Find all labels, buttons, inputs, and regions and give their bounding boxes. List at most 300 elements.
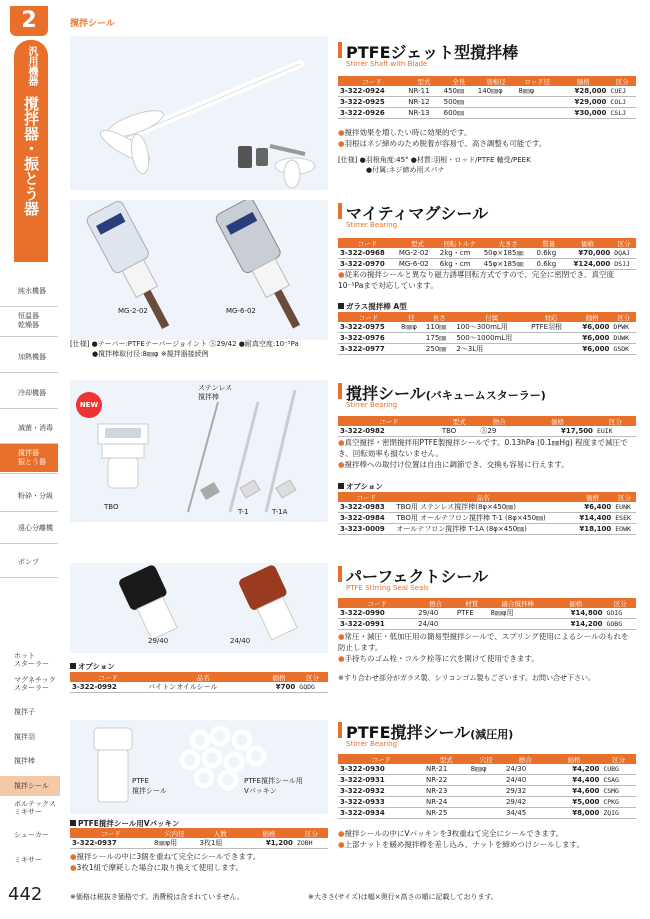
table-cell: 3-322-0990 [338,608,416,619]
table-cell: ¥18,100 [572,524,614,535]
table-cell: ¥1,200 [243,838,295,849]
bullet-item: ●真空撹拌・密閉撹拌用PTFE製撹拌シールです。0.13hPa (0.1㎜Hg) 程度まで減圧でき、回転効率も損ないません。 [338,438,628,458]
photo-label: T-1A [272,508,288,516]
table-header-cell: 価格 [547,754,602,764]
table-cell: 3-322-0970 [338,259,397,270]
product-title: PTFE撹拌シール(減圧用) [346,723,514,742]
table-header-cell: コード [338,76,406,86]
table-cell: 29/40 [416,608,455,619]
table-cell [469,797,504,808]
table-header-cell: 価格 [563,238,612,248]
option-table [70,828,328,849]
table-header-cell: 羽根径 [476,76,517,86]
new-badge: NEW [76,392,102,418]
sidebar-divider [0,336,58,337]
bullet-list [338,437,636,470]
table-header-row [70,672,328,682]
sub-heading: オプション [70,661,115,672]
table-cell: NR-21 [424,764,469,775]
sidebar-item[interactable]: 滅菌・消毒 [18,423,53,432]
table-cell: オールテフロン撹拌棒 T-1A (8φ×450㎜) [394,524,571,535]
table-cell: ¥6,000 [573,333,612,344]
table-row [338,426,636,437]
table-cell [469,808,504,819]
bullet-list [338,127,636,149]
table-row [338,248,636,259]
table-cell: NR-11 [406,86,441,97]
table-cell: 3-322-0991 [338,619,416,630]
table-cell: DUWK [611,333,636,344]
title-accent-bar [338,722,342,738]
table-cell: 29/32 [504,786,547,797]
table-header-cell: 質量 [535,238,564,248]
table-header-cell: コード [338,312,399,322]
table-header-cell: 区分 [608,76,636,86]
table-header-cell: 適合撹拌棒 [488,598,546,608]
table-cell: 3-323-0009 [338,524,394,535]
table-cell: 45φ×185㎜ [482,259,535,270]
table-row [338,764,636,775]
table-header-cell: 品名 [146,672,260,682]
table-cell: 3枚1組 [198,838,243,849]
table-header-cell: コード [338,238,397,248]
table-cell: NR-25 [424,808,469,819]
table-cell: MG-2-02 [397,248,438,259]
table-cell [399,344,424,355]
table-cell: CSLJ [608,108,636,119]
table-cell: 600㎜ [442,108,476,119]
table-header-cell: 擦合 [504,754,547,764]
product-photo-jet-shaft [70,36,328,190]
table-cell: PTFE羽根 [529,322,573,333]
table-header-cell: コード [338,492,394,502]
table-header-cell: 穴径 [469,754,504,764]
spec-table [338,598,636,630]
sidebar-subitem[interactable]: シェーカー [14,831,49,839]
sidebar-subitem[interactable]: ミキサー [14,856,42,864]
table-cell: DSJJ [612,259,636,270]
section-header: 撹拌シール [70,19,115,29]
table-cell: 500㎜ [442,97,476,108]
table-cell: ¥28,000 [558,86,608,97]
bullet-list [338,631,636,664]
title-accent-bar [338,566,342,582]
table-header-cell: 型式 [440,416,479,426]
table-cell: 3-322-0933 [338,797,424,808]
photo-label: MG-2-02 [118,307,148,315]
table-cell: DPWK [611,322,636,333]
table-cell: 3-322-0975 [338,322,399,333]
table-cell: 3-322-0926 [338,108,406,119]
magnetic-seal-illustration [70,200,328,340]
table-cell: 24/40 [504,775,547,786]
table-cell: ¥6,000 [573,322,612,333]
spec-table [338,238,636,270]
table-row [338,344,636,355]
product-photo-perfect-seal [70,563,328,653]
bullet-list [338,269,636,291]
table-cell: 3-322-0982 [338,426,440,437]
table-header-cell: 全長 [442,76,476,86]
photo-label: T-1 [238,508,249,516]
bullet-item: ●撹拌シールの中にVパッキンを3枚重ねて完全にシールできます。 [338,829,564,838]
footer-note: ※価格は税抜き価格です。消費税は含まれていません。 [70,893,244,901]
table-cell: ¥6,000 [573,344,612,355]
spec-line: ●撹拌棒取付径:8㎜φ ※撹拌器接続例 [92,350,209,358]
table-cell: 3-322-0984 [338,513,394,524]
table-header-cell: 価格 [261,672,298,682]
table-cell [399,333,424,344]
product-subtitle: Stirrer Bearing [346,740,398,748]
table-cell: ¥124,000 [563,259,612,270]
table-cell [529,333,573,344]
sidebar-divider [0,372,58,373]
table-header-cell: 価格 [520,416,595,426]
table-cell: 140㎜φ [476,86,517,97]
sidebar-subitem[interactable]: 撹拌シール [0,776,60,796]
table-header-cell: 対応 [529,312,573,322]
table-cell: パイトンオイルシール [146,682,260,693]
table-header-cell: 区分 [612,238,636,248]
bullet-item: ●上部ナットを緩め撹拌棒を差し込み、ナットを締めつけシールします。 [338,840,584,849]
table-cell: ZQIG [601,808,636,819]
sidebar-subitem[interactable]: 撹拌子 [14,708,35,716]
table-header-cell: コード [338,598,416,608]
table-cell: 6kg・cm [438,259,482,270]
chapter-tab [14,40,48,262]
table-header-row [338,76,636,86]
table-row [70,682,328,693]
table-cell: 3-322-0983 [338,502,394,513]
sub-spec-table [338,492,636,535]
table-cell: 8㎜φ用 [152,838,198,849]
product-title: 撹拌シール(バキュームスターラー) [346,384,546,403]
table-cell: TBO用 ステンレス撹拌棒(8φ×450㎜) [394,502,571,513]
table-cell: NR-24 [424,797,469,808]
table-header-cell: 価格 [573,312,612,322]
table-header-cell: 回転トルク [438,238,482,248]
table-cell: ¥700 [261,682,298,693]
sidebar-subitem[interactable]: 撹拌羽 [14,733,35,741]
product-photo-ptfe-seal [70,720,328,814]
table-cell: 3-322-0937 [70,838,152,849]
table-header-cell: 大きさ [482,238,535,248]
product-subtitle: Stirrer Bearing [346,221,398,229]
sub-heading: ガラス撹拌棒 A型 [338,301,407,312]
table-cell [455,619,489,630]
table-cell: 175㎜ [424,333,454,344]
table-row [338,797,636,808]
table-row [338,502,636,513]
table-cell: 8㎜φ [399,322,424,333]
table-header-cell: 穴内径 [152,828,198,838]
table-header-cell: 型式 [397,238,438,248]
title-accent-bar [338,383,342,399]
page-number: 442 [8,884,43,905]
bullet-item: ●撹拌効果を増したい時に効果的です。 [338,128,472,137]
table-cell: CPKG [601,797,636,808]
table-cell: ¥4,200 [547,764,602,775]
table-cell: CUEJ [608,86,636,97]
table-cell [516,97,558,108]
photo-label: 24/40 [230,637,251,645]
table-header-cell: 価格 [547,598,605,608]
perfect-seal-illustration [70,563,328,653]
table-cell: 3-322-0930 [338,764,424,775]
table-header-cell: 区分 [595,416,636,426]
sidebar-item[interactable]: 粉砕・分級 [18,491,53,500]
table-cell: GOBG [604,619,636,630]
title-accent-bar [338,203,342,219]
spec-line: [仕様] ●テーパー:PTFEテーパージョイント Ⓢ29/42 ●耐真空度:10⁻⁵Pa [70,340,299,348]
table-cell: GQDG [297,682,328,693]
table-cell: EOWK [613,524,636,535]
table-cell: 3-322-0924 [338,86,406,97]
table-row [338,108,636,119]
table-cell: 110㎜ [424,322,454,333]
title-accent-bar [338,42,342,58]
table-row [338,86,636,97]
table-row [338,97,636,108]
table-header-cell: 区分 [295,828,328,838]
product-title: マイティマグシール [346,204,489,223]
table-cell: CSMG [601,786,636,797]
ptfe-seal-illustration [70,720,328,814]
product-photo-mighty-mag [70,200,328,340]
table-cell: 450㎜ [442,86,476,97]
table-header-row [338,754,636,764]
photo-label: PTFE 撹拌シール [132,777,167,795]
sidebar-divider [0,543,58,544]
sidebar-divider [0,577,58,578]
table-cell [529,344,573,355]
table-cell: 3-322-0931 [338,775,424,786]
sidebar-item[interactable]: 加熱機器 [18,352,46,361]
table-cell: 50φ×185㎜ [482,248,535,259]
table-header-cell: 擦合 [478,416,520,426]
chapter-big-label: 撹拌器・振とう器 [22,96,40,216]
table-header-cell: コード [70,672,146,682]
table-cell [516,108,558,119]
table-header-row [338,416,636,426]
table-cell: 24/30 [504,764,547,775]
table-cell: 29/42 [504,797,547,808]
table-cell: ¥14,800 [547,608,605,619]
table-header-cell: 型式 [406,76,441,86]
bullet-list [70,851,328,873]
sidebar-subitem[interactable]: ホット スターラー [14,652,49,668]
table-header-cell: 長さ [424,312,454,322]
table-cell: ¥70,000 [563,248,612,259]
table-cell: CSAG [601,775,636,786]
table-header-row [70,828,328,838]
table-cell: 3-322-0932 [338,786,424,797]
sidebar-subitem[interactable]: マグネチック スターラー [14,676,56,692]
table-cell: NR-12 [406,97,441,108]
table-cell: 100～300mL用 [454,322,529,333]
table-row [70,838,328,849]
bullet-list [338,828,636,850]
sidebar-item[interactable]: ポンプ [18,557,39,566]
table-cell: ¥30,000 [558,108,608,119]
table-header-cell: 付属 [454,312,529,322]
table-header-cell: 区分 [611,312,636,322]
product-title: パーフェクトシール [346,567,489,586]
table-header-cell: 区分 [601,754,636,764]
spec-line: ●付属:ネジ締め用スパナ [366,166,445,174]
sidebar-item[interactable]: 遠心分離機 [18,523,53,532]
table-header-cell: コード [70,828,152,838]
table-header-cell: コード [338,416,440,426]
table-header-cell: 型式 [424,754,469,764]
table-header-row [338,238,636,248]
spec-table [338,416,636,437]
table-cell: ESEK [613,513,636,524]
table-header-cell: コード [338,754,424,764]
table-header-row [338,312,636,322]
stirrer-blade-illustration [70,36,328,190]
table-row [338,608,636,619]
photo-label: MG-6-02 [226,307,256,315]
table-cell: 8㎜φ [469,764,504,775]
table-cell: TBO用 オールテフロン撹拌棒 T-1 (8φ×450㎜) [394,513,571,524]
table-cell: 3-322-0992 [70,682,146,693]
sidebar-divider [0,511,58,512]
table-header-cell: 価格 [558,76,608,86]
bullet-item: ●撹拌棒への取付け位置は自由に調節でき、交換も容易に行えます。 [338,460,569,469]
table-cell: EUNK [613,502,636,513]
table-cell [469,775,504,786]
table-header-cell: 材質 [455,598,489,608]
table-row [338,775,636,786]
table-cell: ¥4,600 [547,786,602,797]
table-header-cell: 径 [399,312,424,322]
table-header-cell: 品名 [394,492,571,502]
table-cell: 8㎜φ [516,86,558,97]
sub-heading: オプション [338,481,383,492]
sidebar-subitem[interactable]: 撹拌棒 [14,757,35,765]
table-cell: ¥4,400 [547,775,602,786]
photo-label: PTFE撹拌シール用 Vパッキン [244,777,303,795]
product-subtitle: Stirrer Shaft with Blade [346,60,428,68]
table-cell: ¥17,500 [520,426,595,437]
table-cell: 2kg・cm [438,248,482,259]
table-cell: 3-322-0934 [338,808,424,819]
table-cell: 3-322-0925 [338,97,406,108]
spec-table [338,76,636,119]
table-cell: NR-22 [424,775,469,786]
table-cell: Ⓢ29 [478,426,520,437]
table-cell: 500～1000mL用 [454,333,529,344]
table-header-row [338,492,636,502]
table-cell: 0.6kg [535,248,564,259]
table-cell: 0.6kg [535,259,564,270]
sidebar-divider [0,408,58,409]
table-cell: ¥14,200 [547,619,605,630]
table-row [338,524,636,535]
table-header-cell: 価格 [243,828,295,838]
table-header-row [338,598,636,608]
spec-line: [仕様] ●羽根角度:45° ●材質:羽根・ロッド/PTFE 軸受/PEEK [338,156,531,164]
table-cell: ¥5,000 [547,797,602,808]
footer-note: ※大きさ(サイズ)は幅×奥行×高さの順に記載しております。 [308,893,498,901]
spec-table [338,754,636,819]
sub-spec-table [338,312,636,355]
table-cell: 8㎜φ用 [488,608,546,619]
table-cell [488,619,546,630]
sidebar-divider [0,473,58,474]
table-cell: ZOBH [295,838,328,849]
table-row [338,619,636,630]
chapter-number: 2 [10,6,48,36]
table-cell: MG-6-02 [397,259,438,270]
option-table [70,672,328,693]
table-header-cell: 擦合 [416,598,455,608]
table-header-cell: 価格 [572,492,614,502]
product-title: PTFEジェット型撹拌棒 [346,43,519,62]
table-header-cell: 区分 [297,672,328,682]
product-subtitle: Stirrer Bearing [346,401,398,409]
bullet-item: ●常圧・減圧・低加圧用の簡易型撹拌シールで、スプリング使用によるシールのもれを防止します。 [338,632,629,652]
sidebar-subitem[interactable]: ボルテックス ミキサー [14,800,56,816]
photo-label: 29/40 [148,637,169,645]
table-cell: 3-322-0976 [338,333,399,344]
bullet-item: ●手持ちのゴム栓・コルク栓等に穴を開けて使用できます。 [338,654,539,663]
table-cell: 250㎜ [424,344,454,355]
note: ※すり合わせ部分がガラス製、シリコンゴム製もございます。お問い合せ下さい。 [338,674,595,682]
table-cell: PTFE [455,608,489,619]
table-cell: NR-13 [406,108,441,119]
table-cell: 3-322-0968 [338,248,397,259]
table-cell: 3-322-0977 [338,344,399,355]
table-cell: 2～3L用 [454,344,529,355]
product-subtitle: PTFE Stirring Seal Seals [346,584,429,592]
sidebar-item[interactable]: 純水機器 [18,286,46,295]
sidebar-item[interactable]: 撹拌器 振とう器 [0,444,58,472]
table-cell: ¥6,400 [572,502,614,513]
table-row [338,808,636,819]
table-cell [476,108,517,119]
table-header-cell: 区分 [604,598,636,608]
table-row [338,513,636,524]
table-cell: 34/45 [504,808,547,819]
chapter-small-label: 汎用機器 [26,46,37,86]
table-row [338,333,636,344]
table-cell: GOIG [604,608,636,619]
table-cell: ¥8,000 [547,808,602,819]
bullet-item: ●撹拌シールの中に3個を重ねて完全にシールできます。 [70,852,261,861]
table-header-cell: ロッド径 [516,76,558,86]
table-cell: CUBG [601,764,636,775]
table-cell: ¥29,000 [558,97,608,108]
photo-label: ステンレス 撹拌棒 [198,384,233,401]
bullet-item: ●羽根はネジ締めのため脱着が容易で、高さ調整も可能です。 [338,139,547,148]
table-header-cell: 区分 [613,492,636,502]
table-row [338,322,636,333]
photo-label: TBO [104,503,119,511]
table-row [338,786,636,797]
bullet-item: ●3枚1組で摩耗した場合に取り換えて使用します。 [70,863,243,872]
table-cell [476,97,517,108]
sidebar-item[interactable]: 冷却機器 [18,388,46,397]
sidebar-item[interactable]: 恒温器 乾燥器 [18,312,39,329]
table-cell: NR-23 [424,786,469,797]
table-cell: DQAJ [612,248,636,259]
table-cell [469,786,504,797]
table-cell: GSDK [611,344,636,355]
table-row [338,259,636,270]
sub-heading: PTFE撹拌シール用Vパッキン [70,818,179,829]
